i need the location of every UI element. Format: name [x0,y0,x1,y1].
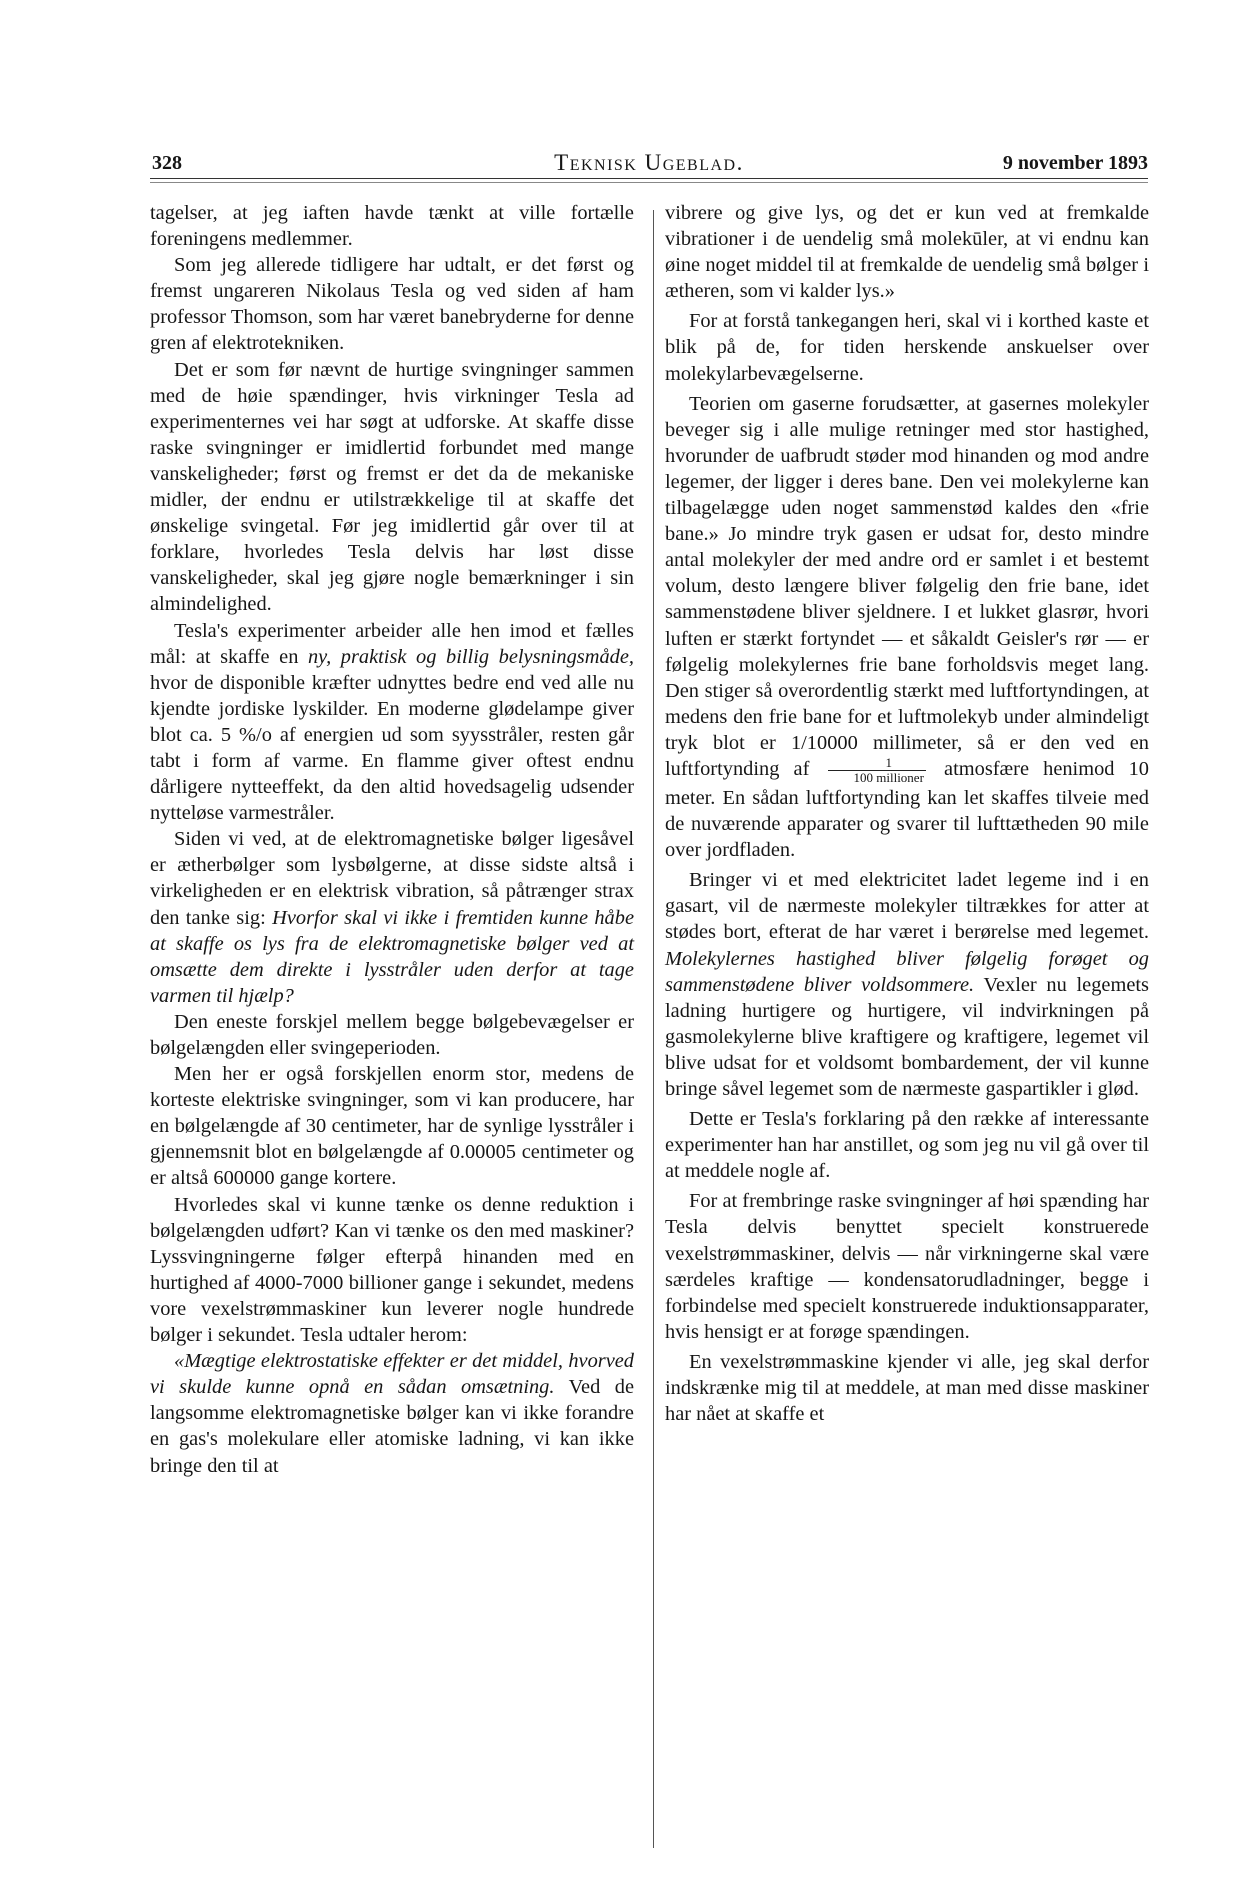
emphasis: Hvorfor skal vi ikke i fremtiden kunne håbe at skaffe os lys fra de elektromagnetiske bølger ved at omsætte dem direkte i lysstråler uden derfor at tage varmen til hjælp? [150,906,634,1007]
left-column [150,200,634,1479]
paragraph: En vexelstrømmaskine kjender vi alle, jeg skal derfor indskrænke mig til at meddele, at man med disse maskiner har nået at skaffe et [665,1350,1149,1426]
paragraph: vibrere og give lys, og det er kun ved at fremkalde vibrationer i de uendelig små molekūler, at vi endnu kan øine noget middel til at fremkalde de uendelig små bølger i ætheren, som vi kalder lys.» [665,202,1149,303]
paragraph: Tesla's experimenter arbeider alle hen imod et fælles mål: at skaffe en ny, praktisk og billig belysningsmåde, hvor de disponible kræfter udnyttes bedre end ved alle nu kjendte jordiske lyskilder. En moderne glødelampe giver blot ca. 5 %/o af energien ud som syysstråler, resten går tabt i form af varme. En flamme giver oftest endnu dårligere nytteeffekt, da den altid hovedsagelig udsender nytteløse varmestråler. [150,619,634,825]
quotation: «Mægtige elektrostatiske effekter er det middel, hvorved vi skulde kunne opnå en sådan omsætning. [150,1350,634,1399]
fraction: $\frac{1}{\text{100 millioner}}$ [828,756,926,785]
page-number: 328 [152,152,182,174]
paragraph: For at frembringe raske svingninger af høi spænding har Tesla delvis benyttet specielt konstruerede vexelstrømmaskiner, delvis — når virkningerne skal være særdeles kraftige — kondensatorudladninger, begge i forbindelse med specielt konstruerede induktionsapparater, hvis hensigt er at forøge spændingen. [665,1190,1149,1343]
paragraph: For at forstå tankegangen heri, skal vi i korthed kaste et blik på de, for tiden herskende anskuelser over molekylarbevægelserne. [665,310,1149,385]
column-divider [653,210,654,1848]
journal-title: Teknisk Ugeblad. [554,150,744,175]
paragraph: tagelser, at jeg iaften havde tænkt at ville fortælle foreningens medlemmer. [150,202,634,251]
fraction-inline: 1/10000 [790,731,858,754]
issue-date: 9 november 1893 [1002,152,1148,174]
emphasis: Molekylernes hastighed bliver følgelig forøget og sammenstødene bliver voldsommere. [665,947,1149,996]
emphasis: ny, praktisk og billig belysningsmåde, [307,645,634,668]
paragraph: Bringer vi et med elektricitet ladet legeme ind i en gasart, vil de nærmeste molekyler tiltrækkes for atter at stødes bort, efterat de har været i berørelse med legemet. Molekylernes hastighed bliver følgelig forøget og sammenstødene bliver voldsommere. Vexler nu legemets ladning hurtigere og hurtigere, vil indvirkningen på gasmolekylerne blive kraftigere og kraftigere, legemet vil blive udsat for et voldsomt bombardement, der vil kunne bringe såvel legemet som de nærmeste gaspartikler i glød. [665,869,1149,1100]
quote-paragraph: «Mægtige elektrostatiske effekter er det middel, hvorved vi skulde kunne opnå en sådan omsætning. Ved de langsomme elektromagnetiske bølger kan vi ikke forandre en gas's molekulare eller atomiske ladning, vi kan ikke bringe den til at [150,1350,634,1477]
paragraph: Hvorledes skal vi kunne tænke os denne reduktion i bølgelængden udført? Kan vi tænke os den med maskiner? Lyssvingningerne følger efterpå hinanden med en hurtighed af 4000-7000 billioner gange i sekundet, medens vore vexelstrømmaskiner kun leverer nogle hundrede bølger i sekundet. Tesla udtaler herom: [150,1193,634,1347]
paragraph: Den eneste forskjel mellem begge bølgebevægelser er bølgelængden eller svingeperioden. [150,1010,634,1059]
paragraph: Som jeg allerede tidligere har udtalt, er det først og fremst ungareren Nikolaus Tesla og ved siden af ham professor Thomson, som har været banebryderne for denne gren af elektrotekniken. [150,254,634,355]
paragraph: Men her er også forskjellen enorm stor, medens de korteste elektriske svingninger, som vi kan producere, har en bølgelængde af 30 centimeter, har de synlige lysstråler i gjennemsnit blot en bølgelængde af 0.00005 centimeter og er altså 600000 gange kortere. [150,1063,634,1190]
paragraph: Dette er Tesla's forklaring på den række af interessante experimenter han har anstillet, og som jeg nu vil gå over til at meddele nogle af. [665,1108,1149,1183]
right-column [665,200,1149,1427]
paragraph: Teorien om gaserne forudsætter, at gasernes molekyler beveger sig i alle mulige retninger med stor hastighed, hvorunder de uafbrudt støder mod hinanden og mod andre legemer, der ligger i deres bane. Den vei molekylerne kan tilbagelægge uden noget sammenstød kaldes den «frie bane.» Jo mindre tryk gasen er udsat for, desto mindre antal molekyler der med andre ord er samlet i et bestemt volum, desto længere bliver følgelig den frie bane, idet sammenstødene bliver sjeldnere. I et lukket glasrør, hvori luften er stærkt fortyndet — et såkaldt Geisler's rør — er følgelig molekylernes frie bane forholdsvis meget lang. Den stiger så overordentlig stærkt med luftfortyndingen, at medens den frie bane for et luftmolekyb under almindeligt tryk blot er 1/10000 millimeter, så er den ved en luftfortynding af $\frac{1}{\text{100 millioner}}$ atmosfære henimod 10 meter. En sådan luftfortynding kan let skaffes tilveie med de nuværende apparater og svarer til lufttætheden 90 mile over jordfladen. [665,392,1149,862]
paragraph: Siden vi ved, at de elektromagnetiske bølger ligesåvel er ætherbølger som lysbølgerne, at disse sidste altså i virkeligheden er en elektrisk vibration, så påtrænger strax den tanke sig: Hvorfor skal vi ikke i fremtiden kunne håbe at skaffe os lys fra de elektromagnetiske bølger ved at omsætte dem direkte i lysstråler uden derfor at tage varmen til hjælp? [150,828,634,1007]
header-rule-thin [150,182,1148,183]
paragraph: Det er som før nævnt de hurtige svingninger sammen med de høie spændinger, hvis virkninger Tesla ad experimenternes vei har søgt at udforske. At skaffe disse raske svingninger er imidlertid forbundet med mange vanskeligheder; først og fremst er det da de mekaniske midler, der endnu er utilstrækkelige til at skaffe det ønskelige svingetal. Før jeg imidlertid går over til at forklare, hvorledes Tesla delvis har løst disse vanskeligheder, skal jeg gjøre nogle bemærkninger i sin almindelighed. [150,358,634,616]
header-rule [150,178,1148,179]
